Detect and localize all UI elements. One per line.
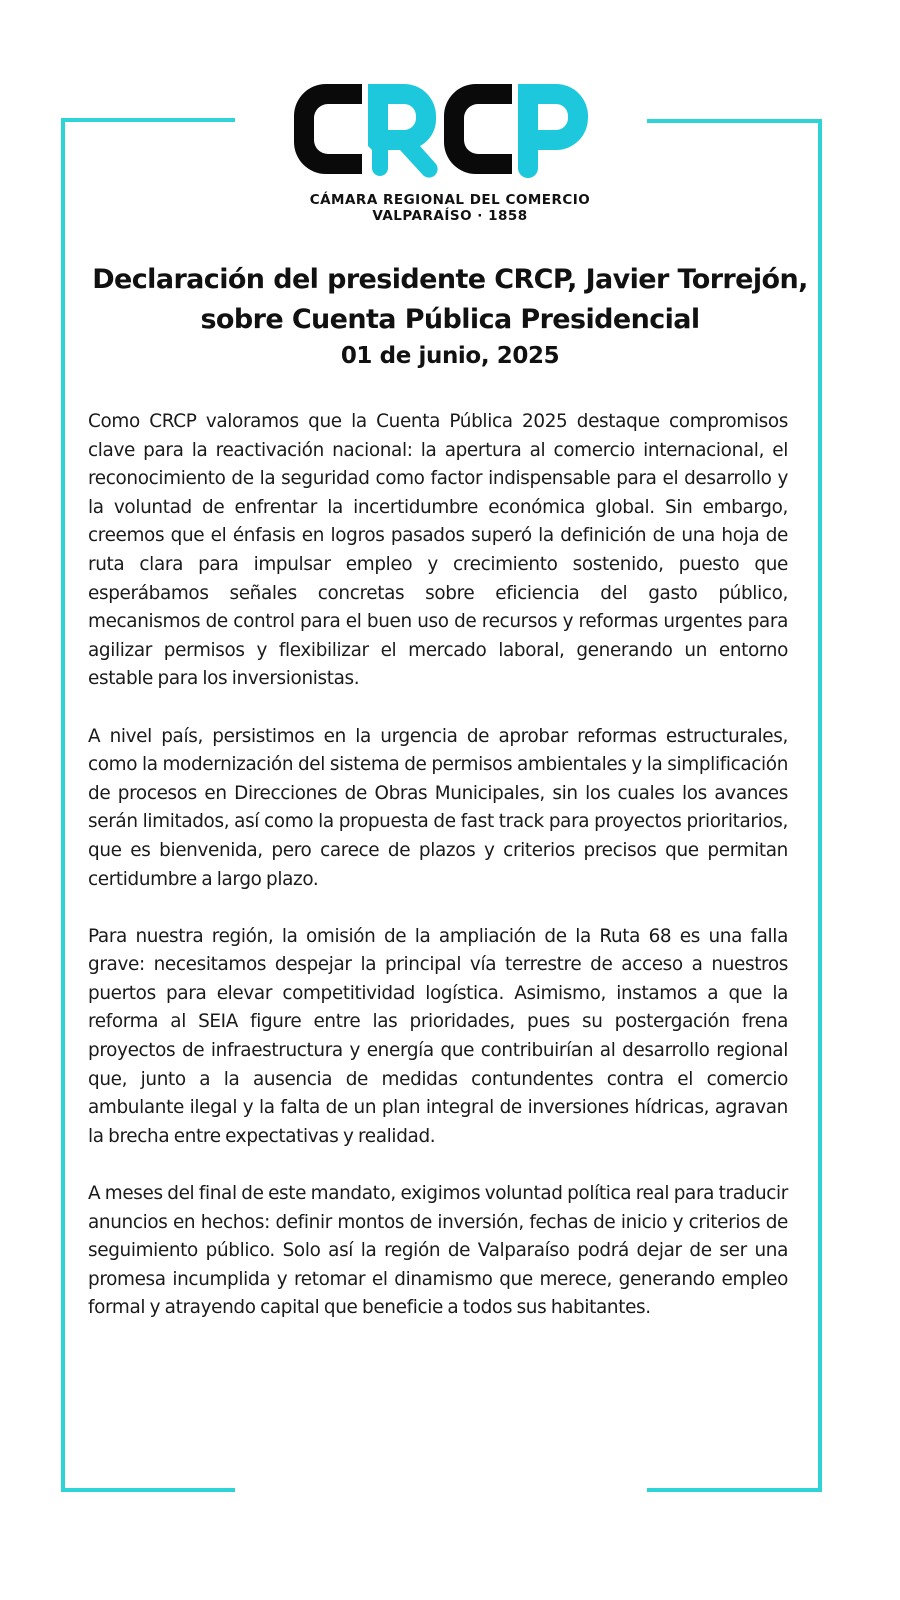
logo-subtitle-line2: VALPARAÍSO · 1858 [372, 208, 528, 224]
frame-top-left-line [61, 118, 235, 122]
frame-bottom-right-line [647, 1488, 822, 1492]
paragraph-2: A nivel país, persistimos en la urgencia de aprobar reformas estructurales, como la modernización del sistema de permisos ambientales y la simplificación de procesos en Direcciones de Obras Municipales, sin los cuales los avances serán limitados, así como la propuesta de fast track para proyectos prioritarios, que es bienvenida, pero carece de plazos y criterios precisos que permitan certidumbre a largo plazo. [88, 725, 788, 890]
page-title [80, 260, 820, 340]
logo-letter-r [368, 84, 438, 178]
frame-bottom-left-line [61, 1488, 235, 1492]
logo-letter-c1 [294, 84, 362, 174]
paragraph-3: Para nuestra región, la omisión de la ampliación de la Ruta 68 es una falla grave: necesitamos despejar la principal vía terrestre de acceso a nuestros puertos para elevar competitividad logística. Asimismo, instamos a que la reforma al SEIA figure entre las prioridades, pues su postergación frena proyectos de infraestructura y energía que contribuirían al desarrollo regional que, junto a la ausencia de medidas contundentes contra el comercio ambulante ilegal y la falta de un plan integral de inversiones hídricas, agravan la brecha entre expectativas y realidad. [88, 925, 788, 1147]
statement-date: 01 de junio, 2025 [340, 343, 560, 369]
paragraph-4: A meses del final de este mandato, exigimos voluntad política real para traducir anuncios en hechos: definir montos de inversión, fechas de inicio y criterios de seguimiento público. Solo así la región de Valparaíso podrá dejar de ser una promesa incumplida y retomar el dinamismo que merece, generando empleo formal y atrayendo capital que beneficie a todos sus habitantes. [88, 1183, 788, 1319]
paragraph-1: Como CRCP valoramos que la Cuenta Pública 2025 destaque compromisos clave para la reactivación nacional: la apertura al comercio internacional, el reconocimiento de la seguridad como factor indispensable para el desarrollo y la voluntad de enfrentar la incertidumbre económica global. Sin embargo, creemos que el énfasis en logros pasados superó la definición de una hoja de ruta clara para impulsar empleo y crecimiento sostenido, puesto que esperábamos señales concretas sobre eficiencia del gasto público, mecanismos de control para el buen uso de recursos y reformas urgentes para agilizar permisos y flexibilizar el mercado laboral, generando un entorno estable para los inversionistas. [88, 411, 788, 690]
logo-letter-c2 [444, 84, 512, 174]
frame-top-right-line [647, 119, 822, 123]
frame-left-line [61, 118, 65, 1492]
title-line-1: Declaración del presidente CRCP, Javier Torrejón, [92, 264, 808, 295]
crcp-logo [292, 82, 592, 178]
logo-subtitle-line1: CÁMARA REGIONAL DEL COMERCIO [309, 192, 591, 208]
logo-letter-p [518, 84, 588, 178]
title-line-2: sobre Cuenta Pública Presidencial [200, 304, 700, 335]
statement-body [88, 408, 788, 1352]
